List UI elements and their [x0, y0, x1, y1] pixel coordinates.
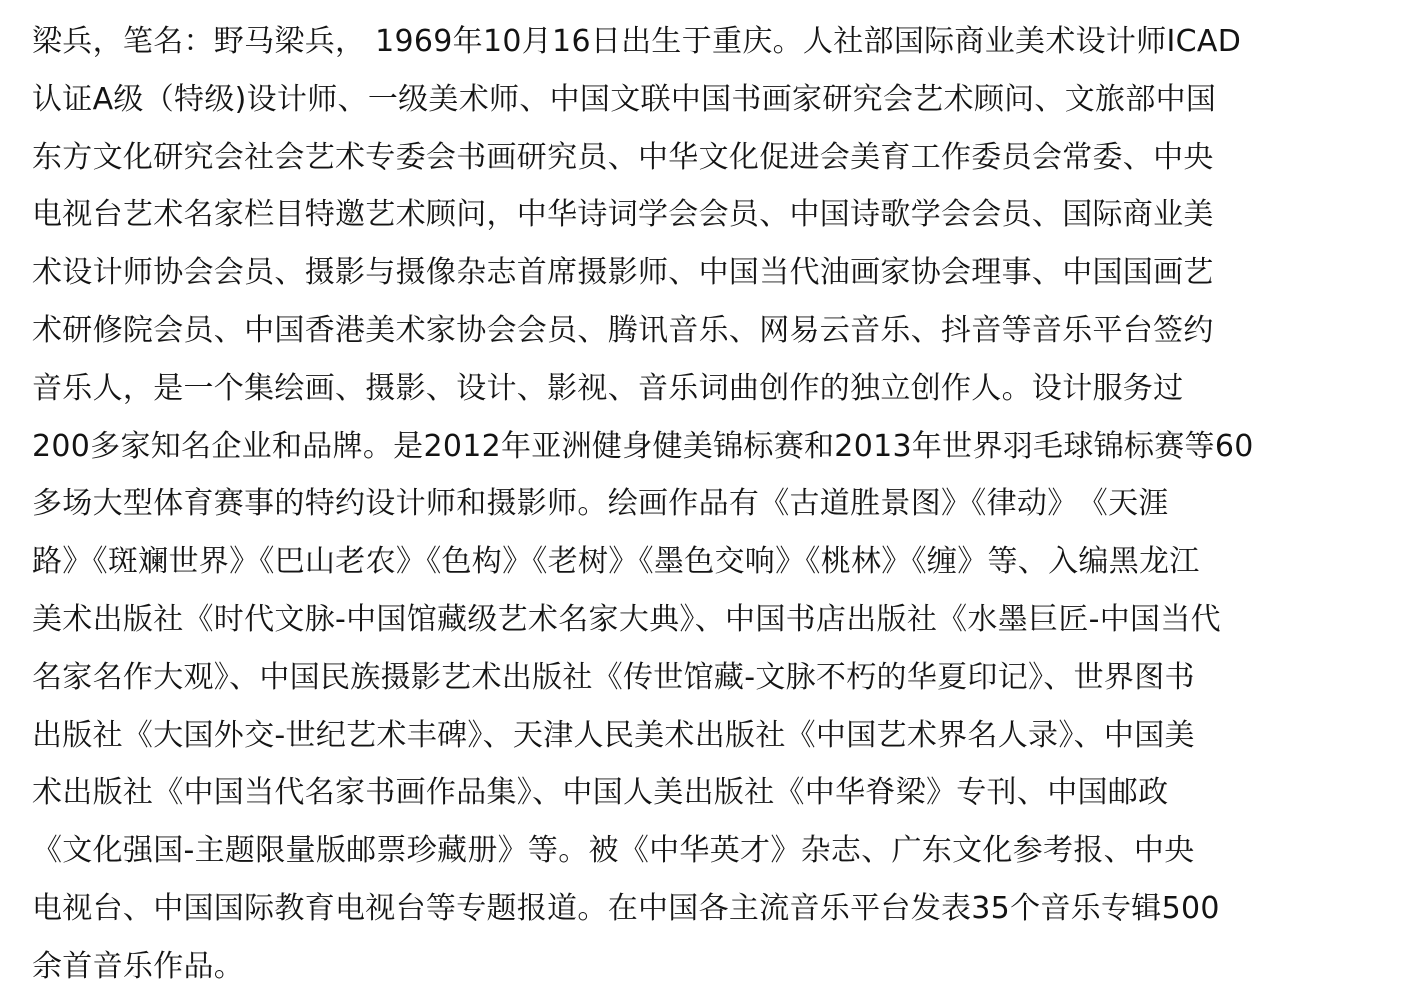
text-line-7: 音乐人，是一个集绘画、摄影、设计、影视、音乐词曲创作的独立创作人。设计服务过: [32, 370, 1184, 406]
text-line-4: 电视台艺术名家栏目特邀艺术顾问，中华诗词学会会员、中国诗歌学会会员、国际商业美: [32, 197, 1214, 233]
text-line-16: 电视台、中国国际教育电视台等专题报道。在中国各主流音乐平台发表35个音乐专辑500: [32, 890, 1220, 926]
text-line-14: 术出版社《中国当代名家书画作品集》、中国人美出版社《中华脊梁》专刊、中国邮政: [32, 775, 1169, 811]
text-line-5: 术设计师协会会员、摄影与摄像杂志首席摄影师、中国当代油画家协会理事、中国国画艺: [32, 255, 1214, 291]
text-line-1: 梁兵，笔名：野马梁兵， 1969年10月16日出生于重庆。人社部国际商业美术设计师ICAD: [32, 24, 1242, 59]
text-line-17: 余首音乐作品。: [32, 948, 245, 984]
text-line-10: 路》《斑斓世界》《巴山老农》《色构》《老树》《墨色交响》《桃林》《缠》等、入编黑龙江: [32, 544, 1200, 580]
text-line-6: 术研修院会员、中国香港美术家协会会员、腾讯音乐、网易云音乐、抖音等音乐平台签约: [32, 312, 1214, 348]
text-line-15: 《文化强国-主题限量版邮票珍藏册》等。被《中华英才》杂志、广东文化参考报、中央: [32, 833, 1195, 869]
text-line-12: 名家名作大观》、中国民族摄影艺术出版社《传世馆藏-文脉不朽的华夏印记》、世界图书: [32, 659, 1195, 695]
text-line-13: 出版社《大国外交-世纪艺术丰碑》、天津人民美术出版社《中国艺术界名人录》、中国美: [32, 717, 1195, 753]
text-line-8: 200多家知名企业和品牌。是2012年亚洲健身健美锦标赛和2013年世界羽毛球锦标赛等60: [32, 428, 1254, 464]
text-line-9: 多场大型体育赛事的特约设计师和摄影师。绘画作品有《古道胜景图》《律动》 《天涯: [32, 486, 1169, 522]
text-line-2: 认证A级（特级)设计师、一级美术师、中国文联中国书画家研究会艺术顾问、文旅部中国: [32, 81, 1217, 117]
text-line-11: 美术出版社《时代文脉-中国馆藏级艺术名家大典》、中国书店出版社《水墨巨匠-中国当代: [32, 601, 1221, 637]
biography-text: [32, 13, 1368, 993]
text-line-3: 东方文化研究会社会艺术专委会书画研究员、中华文化促进会美育工作委员会常委、中央: [32, 139, 1214, 175]
